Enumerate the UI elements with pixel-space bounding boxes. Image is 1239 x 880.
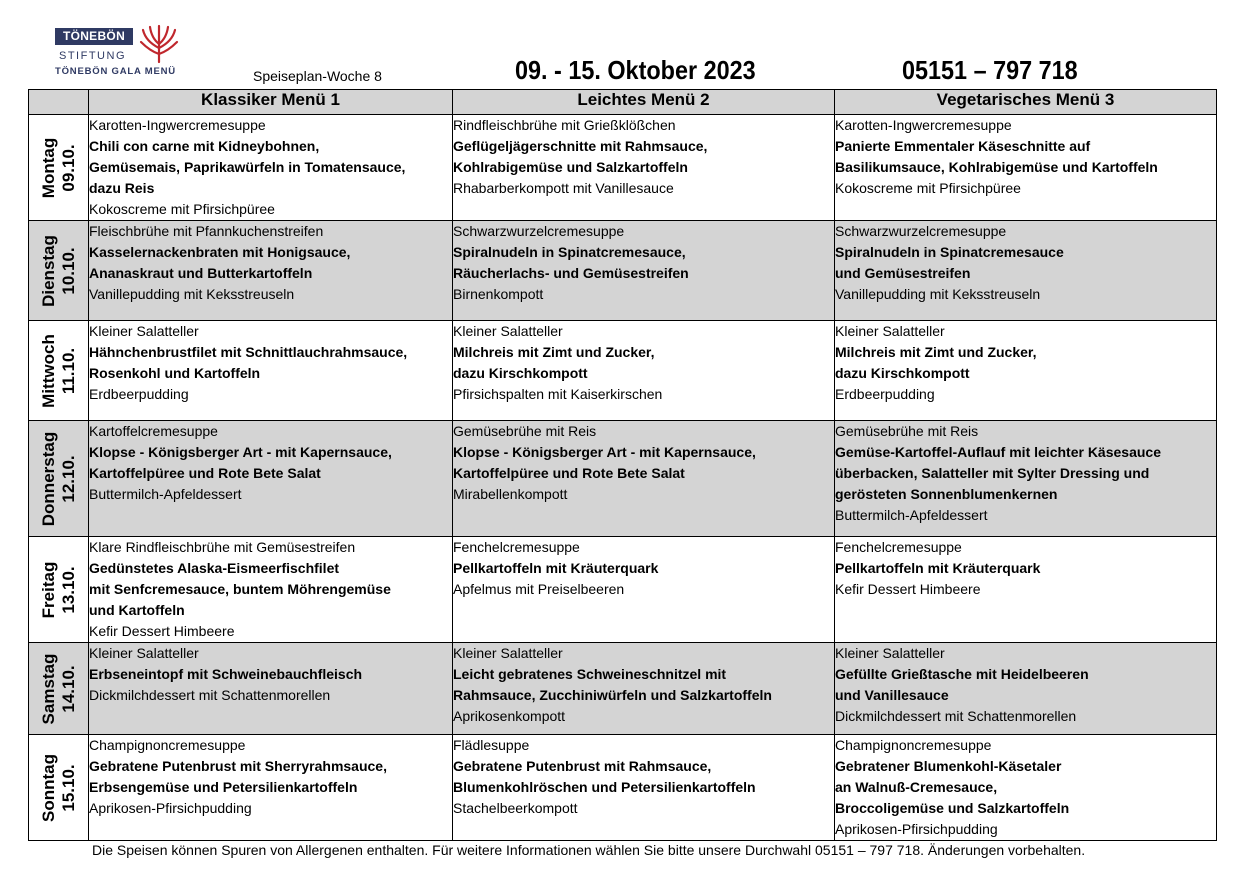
main-dish-line: und Kartoffeln bbox=[89, 602, 185, 618]
day-date: 13.10. bbox=[58, 565, 78, 614]
main-dish-line: Basilikumsauce, Kohlrabigemüse und Kartoffeln bbox=[835, 159, 1158, 175]
day-row bbox=[29, 421, 1217, 537]
dessert-line: Rhabarberkompott mit Vanillesauce bbox=[453, 180, 674, 196]
menu-cell-1 bbox=[89, 643, 453, 735]
main-dish-line: Leicht gebratenes Schweineschnitzel mit bbox=[453, 666, 727, 682]
day-row bbox=[29, 221, 1217, 321]
day-label-cell bbox=[29, 735, 89, 841]
dessert-line: Dickmilchdessert mit Schattenmorellen bbox=[89, 687, 331, 703]
day-name: Sonntag bbox=[38, 753, 58, 822]
menu-cell-2 bbox=[453, 221, 835, 321]
day-label bbox=[39, 137, 79, 197]
day-date: 12.10. bbox=[58, 454, 78, 503]
dessert-line: Kefir Dessert Himbeere bbox=[89, 623, 235, 639]
main-dish-line: Räucherlachs- und Gemüsestreifen bbox=[453, 265, 689, 281]
dessert-line: Aprikosen-Pfirsichpudding bbox=[89, 800, 252, 816]
starter-line: Kleiner Salatteller bbox=[453, 323, 563, 339]
day-name: Mittwoch bbox=[38, 333, 58, 408]
menu-cell-1 bbox=[89, 735, 453, 841]
menu-cell-3 bbox=[835, 321, 1217, 421]
table-header-row bbox=[29, 90, 1217, 115]
starter-line: Kleiner Salatteller bbox=[453, 645, 563, 661]
day-row bbox=[29, 115, 1217, 221]
menu-table bbox=[28, 89, 1217, 841]
menu-cell-3 bbox=[835, 735, 1217, 841]
menu-cell-3 bbox=[835, 221, 1217, 321]
date-range: 09. - 15. Oktober 2023 bbox=[515, 55, 756, 85]
dessert-line: Erdbeerpudding bbox=[835, 386, 935, 402]
day-row bbox=[29, 643, 1217, 735]
menu-cell-1 bbox=[89, 321, 453, 421]
day-date: 09.10. bbox=[58, 143, 78, 192]
main-dish-line: Broccoligemüse und Salzkartoffeln bbox=[835, 800, 1070, 816]
dessert-line: Dickmilchdessert mit Schattenmorellen bbox=[835, 708, 1077, 724]
day-label-cell bbox=[29, 537, 89, 643]
main-dish-line: überbacken, Salatteller mit Sylter Dressing und bbox=[835, 465, 1150, 481]
main-dish-line: Gefüllte Grießtasche mit Heidelbeeren bbox=[835, 666, 1089, 682]
main-dish-line: Klopse - Königsberger Art - mit Kapernsauce, bbox=[453, 444, 756, 460]
starter-line: Karotten-Ingwercremesuppe bbox=[835, 117, 1012, 133]
menu-cell-2 bbox=[453, 115, 835, 221]
day-date: 15.10. bbox=[58, 763, 78, 812]
day-name: Dienstag bbox=[38, 234, 58, 307]
day-label-cell bbox=[29, 321, 89, 421]
main-dish-line: Gemüsemais, Paprikawürfeln in Tomatensauce, bbox=[89, 159, 406, 175]
main-dish-line: Kartoffelpüree und Rote Bete Salat bbox=[89, 465, 321, 481]
week-label: Speiseplan-Woche 8 bbox=[253, 68, 382, 84]
day-name: Samstag bbox=[38, 653, 58, 724]
dessert-line: Vanillepudding mit Keksstreuseln bbox=[835, 286, 1041, 302]
footer-note: Die Speisen können Spuren von Allergenen enthalten. Für weitere Informationen wählen Sie bitte unsere Durchwahl 05151 – 797 718. Änderungen vorbehalten. bbox=[92, 842, 1086, 858]
dessert-line: Apfelmus mit Preiselbeeren bbox=[453, 581, 625, 597]
logo bbox=[55, 24, 185, 84]
main-dish-line: Rahmsauce, Zucchiniwürfeln und Salzkartoffeln bbox=[453, 687, 772, 703]
logo-subtitle: STIFTUNG bbox=[59, 50, 126, 62]
day-label-cell bbox=[29, 643, 89, 735]
dessert-line: Buttermilch-Apfeldessert bbox=[835, 507, 988, 523]
starter-line: Schwarzwurzelcremesuppe bbox=[835, 223, 1007, 239]
day-name: Freitag bbox=[38, 561, 58, 618]
starter-line: Flädlesuppe bbox=[453, 737, 530, 753]
day-label-cell bbox=[29, 421, 89, 537]
main-dish-line: Klopse - Königsberger Art - mit Kapernsauce, bbox=[89, 444, 392, 460]
day-date: 11.10. bbox=[58, 347, 78, 394]
main-dish-line: Hähnchenbrustfilet mit Schnittlauchrahmsauce, bbox=[89, 344, 408, 360]
main-dish-line: Chili con carne mit Kidneybohnen, bbox=[89, 138, 320, 154]
main-dish-line: mit Senfcremesauce, buntem Möhrengemüse bbox=[89, 581, 391, 597]
day-label bbox=[39, 561, 79, 618]
menu-cell-2 bbox=[453, 321, 835, 421]
day-label bbox=[39, 431, 79, 525]
dessert-line: Mirabellenkompott bbox=[453, 486, 568, 502]
starter-line: Kleiner Salatteller bbox=[89, 323, 199, 339]
column-header-menu-1: Klassiker Menü 1 bbox=[89, 90, 453, 115]
day-label bbox=[39, 653, 79, 724]
starter-line: Gemüsebrühe mit Reis bbox=[453, 423, 597, 439]
starter-line: Fleischbrühe mit Pfannkuchenstreifen bbox=[89, 223, 324, 239]
dessert-line: Vanillepudding mit Keksstreuseln bbox=[89, 286, 295, 302]
starter-line: Schwarzwurzelcremesuppe bbox=[453, 223, 625, 239]
day-label bbox=[39, 235, 79, 307]
day-row bbox=[29, 537, 1217, 643]
starter-line: Karotten-Ingwercremesuppe bbox=[89, 117, 266, 133]
starter-line: Champignoncremesuppe bbox=[835, 737, 992, 753]
day-label bbox=[39, 334, 79, 408]
tree-logo-icon bbox=[137, 24, 181, 64]
column-header-menu-3: Vegetarisches Menü 3 bbox=[835, 90, 1217, 115]
header-corner bbox=[29, 90, 89, 115]
menu-cell-3 bbox=[835, 643, 1217, 735]
menu-cell-2 bbox=[453, 643, 835, 735]
dessert-line: Stachelbeerkompott bbox=[453, 800, 578, 816]
main-dish-line: dazu Kirschkompott bbox=[453, 365, 588, 381]
main-dish-line: Spiralnudeln in Spinatcremesauce, bbox=[453, 244, 686, 260]
starter-line: Rindfleischbrühe mit Grießklößchen bbox=[453, 117, 676, 133]
dessert-line: Kefir Dessert Himbeere bbox=[835, 581, 981, 597]
logo-subtitle-2: TÖNEBÖN GALA MENÜ bbox=[55, 66, 176, 77]
dessert-line: Pfirsichspalten mit Kaiserkirschen bbox=[453, 386, 663, 402]
menu-cell-1 bbox=[89, 115, 453, 221]
main-dish-line: Kartoffelpüree und Rote Bete Salat bbox=[453, 465, 685, 481]
main-dish-line: dazu Reis bbox=[89, 180, 155, 196]
day-date: 10.10. bbox=[58, 246, 78, 295]
dessert-line: Aprikosen-Pfirsichpudding bbox=[835, 821, 998, 837]
day-name: Montag bbox=[38, 137, 58, 198]
dessert-line: Aprikosenkompott bbox=[453, 708, 566, 724]
starter-line: Fenchelcremesuppe bbox=[453, 539, 580, 555]
main-dish-line: Blumenkohlröschen und Petersilienkartoffeln bbox=[453, 779, 756, 795]
menu-cell-1 bbox=[89, 421, 453, 537]
day-label-cell bbox=[29, 221, 89, 321]
main-dish-line: Gedünstetes Alaska-Eismeerfischfilet bbox=[89, 560, 340, 576]
dessert-line: Kokoscreme mit Pfirsichpüree bbox=[89, 201, 275, 217]
main-dish-line: Erbsengemüse und Petersilienkartoffeln bbox=[89, 779, 358, 795]
main-dish-line: Erbseneintopf mit Schweinebauchfleisch bbox=[89, 666, 363, 682]
menu-cell-2 bbox=[453, 421, 835, 537]
starter-line: Kartoffelcremesuppe bbox=[89, 423, 218, 439]
menu-cell-2 bbox=[453, 537, 835, 643]
starter-line: Kleiner Salatteller bbox=[89, 645, 199, 661]
day-row bbox=[29, 321, 1217, 421]
dessert-line: Buttermilch-Apfeldessert bbox=[89, 486, 242, 502]
menu-cell-1 bbox=[89, 537, 453, 643]
starter-line: Kleiner Salatteller bbox=[835, 645, 945, 661]
main-dish-line: Ananaskraut und Butterkartoffeln bbox=[89, 265, 313, 281]
main-dish-line: Pellkartoffeln mit Kräuterquark bbox=[835, 560, 1041, 576]
main-dish-line: Kasselernackenbraten mit Honigsauce, bbox=[89, 244, 351, 260]
day-name: Donnerstag bbox=[38, 431, 58, 526]
starter-line: Fenchelcremesuppe bbox=[835, 539, 962, 555]
menu-cell-3 bbox=[835, 537, 1217, 643]
main-dish-line: Gebratene Putenbrust mit Sherryrahmsauce, bbox=[89, 758, 387, 774]
main-dish-line: Milchreis mit Zimt und Zucker, bbox=[453, 344, 655, 360]
phone-number: 05151 – 797 718 bbox=[902, 55, 1078, 85]
day-label bbox=[39, 754, 79, 822]
main-dish-line: Geflügeljägerschnitte mit Rahmsauce, bbox=[453, 138, 708, 154]
main-dish-line: dazu Kirschkompott bbox=[835, 365, 970, 381]
menu-cell-1 bbox=[89, 221, 453, 321]
day-row bbox=[29, 735, 1217, 841]
menu-cell-2 bbox=[453, 735, 835, 841]
main-dish-line: Gebratene Putenbrust mit Rahmsauce, bbox=[453, 758, 712, 774]
starter-line: Kleiner Salatteller bbox=[835, 323, 945, 339]
dessert-line: Birnenkompott bbox=[453, 286, 544, 302]
day-date: 14.10. bbox=[58, 664, 78, 713]
main-dish-line: gerösteten Sonnenblumenkernen bbox=[835, 486, 1058, 502]
main-dish-line: Gemüse-Kartoffel-Auflauf mit leichter Käsesauce bbox=[835, 444, 1161, 460]
column-header-menu-2: Leichtes Menü 2 bbox=[453, 90, 835, 115]
menu-cell-3 bbox=[835, 421, 1217, 537]
starter-line: Klare Rindfleischbrühe mit Gemüsestreifen bbox=[89, 539, 356, 555]
main-dish-line: Rosenkohl und Kartoffeln bbox=[89, 365, 261, 381]
main-dish-line: und Vanillesauce bbox=[835, 687, 949, 703]
main-dish-line: Spiralnudeln in Spinatcremesauce bbox=[835, 244, 1064, 260]
dessert-line: Kokoscreme mit Pfirsichpüree bbox=[835, 180, 1021, 196]
menu-cell-3 bbox=[835, 115, 1217, 221]
logo-name: TÖNEBÖN bbox=[55, 28, 133, 45]
starter-line: Gemüsebrühe mit Reis bbox=[835, 423, 979, 439]
main-dish-line: Kohlrabigemüse und Salzkartoffeln bbox=[453, 159, 688, 175]
main-dish-line: an Walnuß-Cremesauce, bbox=[835, 779, 998, 795]
main-dish-line: Gebratener Blumenkohl-Käsetaler bbox=[835, 758, 1062, 774]
main-dish-line: Panierte Emmentaler Käseschnitte auf bbox=[835, 138, 1091, 154]
starter-line: Champignoncremesuppe bbox=[89, 737, 246, 753]
main-dish-line: Pellkartoffeln mit Kräuterquark bbox=[453, 560, 659, 576]
dessert-line: Erdbeerpudding bbox=[89, 386, 189, 402]
main-dish-line: Milchreis mit Zimt und Zucker, bbox=[835, 344, 1037, 360]
main-dish-line: und Gemüsestreifen bbox=[835, 265, 971, 281]
day-label-cell bbox=[29, 115, 89, 221]
